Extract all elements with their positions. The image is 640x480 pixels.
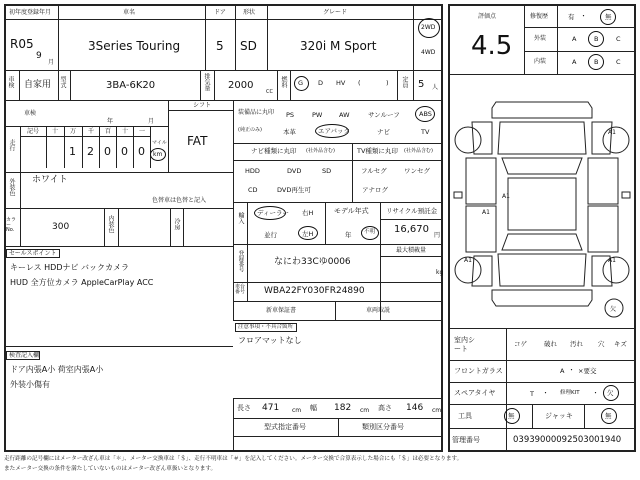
recycle-yen: 円: [434, 232, 441, 239]
recycle-value: 16,670: [394, 224, 429, 235]
right-front-fender: [592, 122, 612, 154]
unit-mile: マイル: [152, 140, 167, 146]
windshield-outline: [502, 158, 582, 174]
width-value: 182: [334, 403, 352, 413]
rear-bumper-outline: [492, 290, 592, 306]
grade-value: 320i M Sport: [300, 39, 377, 53]
nav-sub: (社外品含む): [306, 148, 335, 154]
seat-scratch: キズ: [614, 340, 627, 348]
drive-4wd: 4WD: [421, 49, 436, 56]
damage-mark-front-right-wheel: A1: [608, 129, 616, 136]
equip-ps: PS: [286, 111, 295, 119]
seat-hole: 穴: [598, 340, 605, 348]
equip-sunroof: サンルーフ: [368, 111, 400, 119]
wheel-front-right: [603, 127, 629, 153]
mileage-digit-1: 1: [69, 145, 76, 158]
mgmt-label: 管理番号: [452, 436, 480, 444]
sales-points-line2: HUD 全方位カメラ AppleCarPlay ACC: [10, 278, 154, 287]
max-load-kg: kg: [436, 269, 444, 276]
class-number-label: 類別区分番号: [362, 423, 404, 431]
import-left: 左H: [302, 230, 314, 238]
hood-outline: [498, 122, 586, 154]
score-value: 4.5: [471, 31, 513, 61]
inspector-line2: 外装小傷有: [10, 380, 50, 389]
jack-none: 無: [605, 412, 612, 420]
wheel-front-left: [455, 127, 481, 153]
color-no-label: カラーNo.: [6, 217, 17, 233]
model-label: 車名: [123, 9, 136, 16]
inspector-label: 検査記入欄: [9, 352, 40, 359]
tv-title: TV種類に丸印: [357, 147, 398, 155]
notes-label: 注意事項・不具合箇所: [238, 324, 294, 330]
front-bumper-outline: [492, 102, 592, 118]
use-value: 自家用: [24, 80, 52, 90]
fuel-paren-close: ): [386, 79, 389, 87]
unit-km: km: [153, 151, 163, 158]
glass-replace: ×要交: [578, 367, 597, 375]
shape-label: 形状: [243, 9, 256, 16]
width-cm: cm: [360, 407, 370, 414]
width-label: 幅: [310, 404, 317, 412]
reg-month-unit: 月: [48, 59, 55, 66]
digit-header-10: 十: [122, 128, 129, 135]
repair-label: 修復歴: [530, 13, 549, 20]
color-note: 色替車は色替と記入: [152, 197, 207, 204]
grade-label: グレード: [323, 9, 348, 16]
roof-outline: [508, 178, 576, 230]
cooler-label: 冷房: [173, 218, 180, 230]
manual-label: 車両取説: [366, 307, 391, 314]
type-label: 型式: [59, 76, 66, 88]
mileage-year-unit: 年: [107, 118, 114, 125]
digit-header-1k: 千: [88, 128, 95, 135]
chassis-label: 車台番号: [235, 284, 246, 295]
tools-label: 工具: [458, 412, 472, 420]
mileage-digit-5: 0: [138, 145, 145, 158]
tv-analog: アナログ: [362, 186, 388, 194]
nav-title: ナビ種類に丸印: [251, 147, 297, 155]
glass-label: フロントガラス: [454, 367, 503, 375]
left-front-fender: [472, 122, 492, 154]
reg-year: R05: [10, 37, 34, 51]
exterior-grade-c: C: [616, 35, 621, 43]
nav-sd: SD: [322, 167, 332, 175]
seat-burn: コゲ: [514, 340, 527, 348]
fuel-paren-open: (: [358, 79, 361, 87]
length-label: 長さ: [237, 404, 251, 412]
mileage-inspection-label: 車検: [24, 110, 37, 117]
sales-points-label: セールスポイント: [9, 250, 57, 257]
capacity-label: 定員: [401, 76, 408, 88]
footer-line2: またメーター交換の条件を満たしていないものはメーター改ざん車扱いとなります。: [4, 466, 217, 472]
reg-date-label: 初年度登録年月: [9, 9, 52, 16]
equip-pw: PW: [312, 111, 323, 119]
equip-navi: ナビ: [377, 128, 390, 136]
length-cm: cm: [292, 407, 302, 414]
nav-dvd: DVD: [287, 167, 302, 175]
spare-label: スペアタイヤ: [454, 389, 496, 397]
height-value: 146: [406, 403, 424, 413]
row2-inspection-label: 車検: [7, 76, 14, 88]
spare-missing: 欠: [607, 389, 614, 397]
plate-label: 登録番号: [237, 250, 244, 272]
glass-a: A: [560, 367, 565, 375]
damage-mark-rear-right-wheel: A1: [608, 257, 616, 264]
damage-mark-left-door: A1: [502, 193, 510, 200]
mileage-digit-4: 0: [121, 145, 128, 158]
mgmt-value: 03939000092503001940: [513, 435, 622, 445]
damage-mark-left-rear: A1: [482, 209, 490, 216]
max-load-label: 最大積載量: [396, 247, 427, 254]
damage-mark-rear-left-wheel: A1: [464, 257, 472, 264]
fuel-d: D: [318, 79, 324, 87]
digit-header-100: 百: [105, 128, 112, 135]
car-damage-diagram: [452, 92, 632, 324]
import-label: 輸入: [237, 212, 244, 224]
length-value: 471: [262, 403, 280, 413]
height-cm: cm: [432, 407, 442, 414]
mileage-label: 走行: [8, 139, 15, 151]
color-value: ホワイト: [32, 175, 68, 185]
warranty-label: 新車保証書: [266, 307, 297, 314]
model-year-unknown: 不明: [364, 229, 376, 235]
interior-color-label: 内装色: [107, 215, 114, 233]
capacity-unit: 人: [432, 84, 439, 91]
model-year-unit: 年: [345, 231, 352, 239]
height-label: 高さ: [378, 404, 392, 412]
wheel-rear-right: [603, 257, 629, 283]
interior-grade-b: B: [594, 58, 599, 66]
equip-tv: TV: [421, 128, 430, 136]
tools-none: 無: [508, 412, 515, 420]
nav-hdd: HDD: [245, 167, 260, 175]
shift-value: FAT: [187, 134, 208, 148]
mileage-digit-2: 2: [87, 145, 94, 158]
fuel-g: G: [298, 79, 304, 87]
seat-tear: 破れ: [544, 340, 557, 348]
spare-kit: 修理KIT: [560, 390, 580, 396]
equip-airbag: エアバック: [318, 127, 350, 135]
import-right: 右H: [302, 209, 314, 217]
shape-value: SD: [240, 39, 257, 53]
plate-value: なにわ33Cゆ0006: [274, 257, 351, 267]
interior-grade-label: 内装: [534, 58, 547, 65]
notes-text: フロアマットなし: [238, 336, 302, 345]
mirror-left: [454, 192, 462, 198]
displacement-cc: CC: [266, 89, 273, 95]
equip-aw: AW: [339, 111, 350, 119]
exterior-grade-b: B: [594, 35, 599, 43]
tv-sub: (社外品含む): [404, 148, 433, 154]
tv-oneseg: ワンセグ: [404, 167, 430, 175]
drive-2wd: 2WD: [421, 24, 436, 31]
nav-cd: CD: [248, 186, 258, 194]
seat-label: 室内シート: [454, 336, 475, 354]
capacity-value: 5: [418, 79, 425, 90]
chassis-value: WBA22FY030FR24890: [264, 286, 365, 296]
mileage-digit-3: 0: [104, 145, 111, 158]
fuel-label: 燃料: [280, 76, 287, 88]
digit-header-1: 一: [139, 128, 146, 135]
seat-stain: 汚れ: [570, 340, 583, 348]
recycle-label: リサイクル預託金: [386, 207, 438, 215]
right-rear-door: [588, 206, 618, 252]
import-dealer: ディーラー: [257, 209, 289, 217]
model-year-label: モデル年式: [334, 207, 369, 215]
exterior-grade-label: 外装: [534, 35, 547, 42]
inspector-line1: ドア内張A小 荷室内張A小: [10, 365, 104, 374]
spare-t: T: [530, 390, 534, 398]
damage-mark-spare: 欠: [610, 306, 617, 313]
equipment-sub: (純正のみ): [238, 127, 262, 133]
score-label: 評価点: [478, 13, 497, 20]
interior-grade-a: A: [572, 58, 577, 66]
jack-label: ジャッキ: [545, 412, 573, 420]
digit-header-symbol: 記号: [27, 128, 40, 135]
color-no-value: 300: [52, 222, 70, 232]
mirror-right: [622, 192, 630, 198]
reg-month: 9: [36, 51, 42, 61]
doors-value: 5: [216, 39, 224, 53]
sales-points-line1: キーレス HDDナビ バックカメラ: [10, 263, 130, 272]
displacement-label: 排気量: [203, 73, 210, 91]
repair-yes: 有: [568, 13, 575, 21]
digit-header-10k: 万: [70, 128, 77, 135]
color-label: 外装色: [8, 178, 15, 196]
model-name: 3Series Touring: [88, 39, 181, 53]
digit-header-100k: 十: [52, 128, 59, 135]
equip-abs: ABS: [419, 110, 432, 118]
type-cert-label: 型式指定番号: [264, 423, 306, 431]
footer-line1: 走行距離の記号欄にはメーター改ざん車は「＊」、メーター交換車は「＄」、走行不明車は「＃」を記入してください。メーター交換で合算表示した場合にも「＄」は必要となります。: [4, 456, 463, 462]
type-value: 3BA-6K20: [106, 80, 156, 91]
shift-label: シフト: [193, 102, 212, 109]
left-rear-door: [466, 206, 496, 252]
exterior-grade-a: A: [572, 35, 577, 43]
fuel-hv: HV: [336, 79, 346, 87]
equip-leather: 本革: [283, 128, 296, 136]
trunk-outline: [498, 254, 586, 286]
doors-label: ドア: [214, 9, 226, 16]
interior-grade-c: C: [616, 58, 621, 66]
rear-window-outline: [502, 234, 582, 250]
displacement-value: 2000: [228, 80, 254, 91]
right-front-door: [588, 158, 618, 204]
nav-dvd-play: DVD再生可: [277, 186, 311, 194]
equipment-label: 装備品に丸印: [238, 109, 275, 116]
import-parallel: 並行: [264, 231, 277, 239]
repair-no: 無: [605, 13, 612, 21]
tv-fullseg: フルセグ: [361, 167, 387, 175]
left-front-door: [466, 158, 496, 204]
mileage-month-unit: 月: [148, 118, 155, 125]
